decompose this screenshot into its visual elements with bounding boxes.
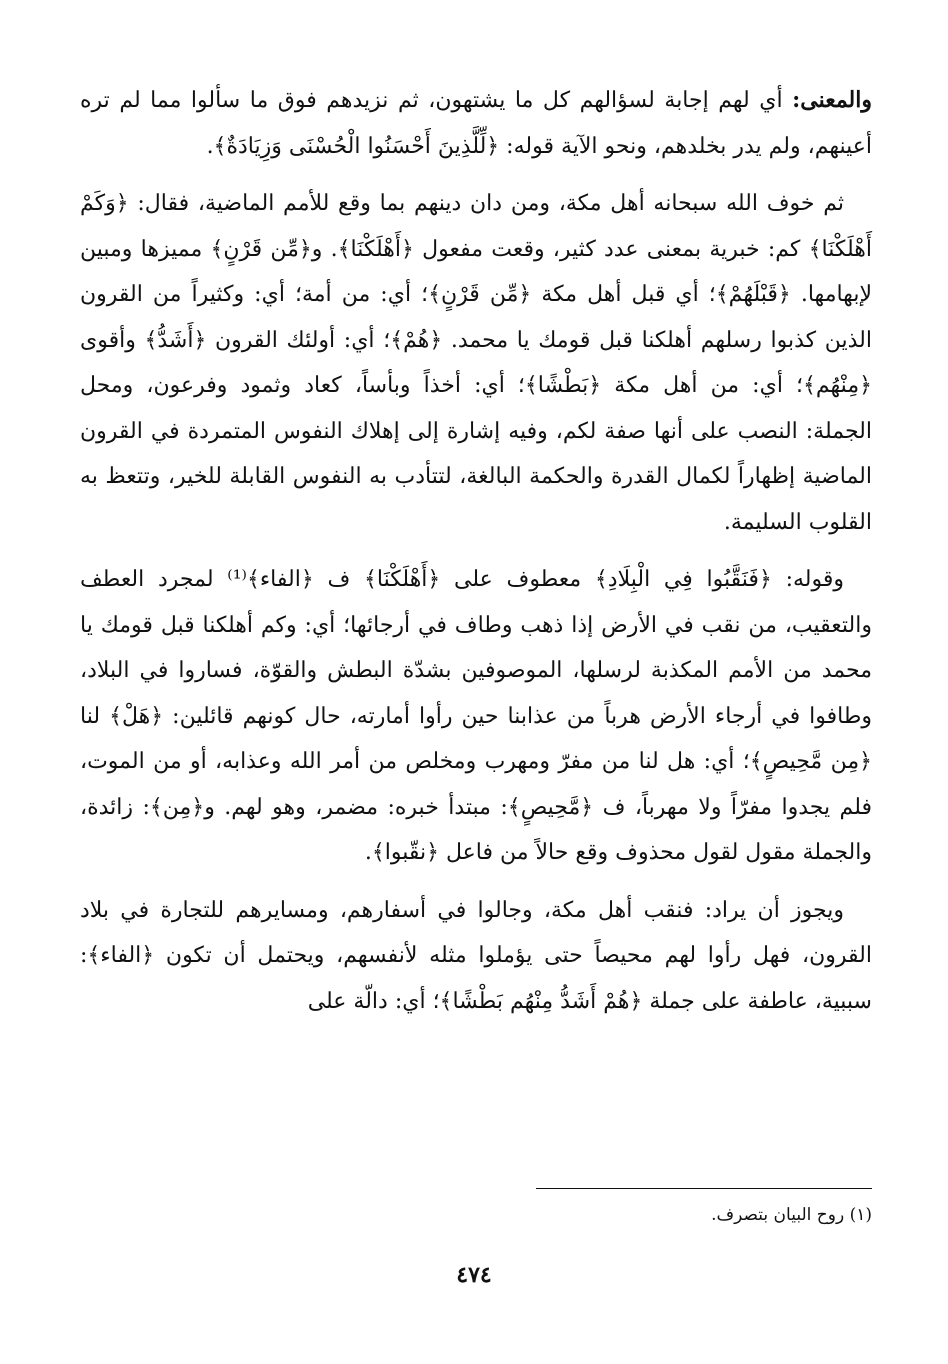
paragraph-1-text: أي لهم إجابة لسؤالهم كل ما يشتهون، ثم نزيدهم فوق ما سألوا مما لم تره أعينهم، ولم يدر بخلدهم، ونحو الآية قوله: ﴿لِّلَّذِينَ أَحْسَنُوا الْحُسْنَى وَزِيَادَةٌ﴾. [80,88,872,159]
paragraph-3-text: وقوله: ﴿فَنَقَّبُوا فِي الْبِلَادِ﴾ معطوف على ﴿أَهْلَكْنَا﴾ ف ﴿الفاء﴾⁽¹⁾ لمجرد العطف والتعقيب، من نقب في الأرض إذا ذهب وطاف في أرجائها؛ أي: وكم أهلكنا قبل قومك يا محمد من الأمم المكذبة لرسلها، الموصوفين بشدّة البطش والقوّة، فساروا في البلاد، وطافوا في أرجاء الأرض هرباً من عذابنا حين رأوا أمارته، حال كونهم قائلين: ﴿هَلْ﴾ لنا ﴿مِن مَّحِيصٍ﴾؛ أي: هل لنا من مفرّ ومهرب ومخلص من أمر الله وعذابه، أو من الموت، فلم يجدوا مفرّاً ولا مهرباً، ف ﴿مَّحِيصٍ﴾: مبتدأ خبره: مضمر، وهو لهم. و﴿مِن﴾: زائدة، والجملة مقول لقول محذوف وقع حالاً من فاعل ﴿نقّبوا﴾. [80,567,872,865]
paragraph-2-text: ثم خوف الله سبحانه أهل مكة، ومن دان دينهم بما وقع للأمم الماضية، فقال: ﴿وَكَمْ أَهْلَكْنَا﴾ كم: خبرية بمعنى عدد كثير، وقعت مفعول ﴿أَهْلَكْنَا﴾. و﴿مِّن قَرْنٍ﴾ مميزها ومبين لإبهامها. ﴿قَبْلَهُمْ﴾؛ أي قبل أهل مكة ﴿مِّن قَرْنٍ﴾؛ أي: من أمة؛ أي: وكثيراً من القرون الذين كذبوا رسلهم أهلكنا قبل قومك يا محمد. ﴿هُمْ﴾؛ أي: أولئك القرون ﴿أَشَدُّ﴾ وأقوى ﴿مِنْهُم﴾؛ أي: من أهل مكة ﴿بَطْشًا﴾؛ أي: أخذاً وبأساً، كعاد وثمود وفرعون، ومحل الجملة: النصب على أنها صفة لكم، وفيه إشارة إلى إهلاك النفوس المتمردة في القرون الماضية إظهاراً لكمال القدرة والحكمة البالغة، لتتأدب به النفوس القابلة للخير، وتتعظ به القلوب السليمة. [80,191,872,535]
page-number: ٤٧٤ [456,1262,492,1288]
paragraph-4-text: ويجوز أن يراد: فنقب أهل مكة، وجالوا في أسفارهم، ومسايرهم للتجارة في بلاد القرون، فهل رأوا لهم محيصاً حتى يؤملوا مثله لأنفسهم، ويحتمل أن تكون ﴿الفاء﴾: سببية، عاطفة على جملة ﴿هُمْ أَشَدُّ مِنْهُم بَطْشًا﴾؛ أي: دالّة على [80,897,872,1014]
paragraph-2 [80,181,872,545]
paragraph-3 [80,557,872,876]
page-body [80,78,872,1024]
footnote: (١) روح البيان بتصرف. [711,1205,872,1225]
footnote-divider [536,1188,872,1189]
paragraph-4 [80,888,872,1025]
paragraph-1 [80,78,872,169]
paragraph-1-lead: والمعنى: [792,87,872,113]
